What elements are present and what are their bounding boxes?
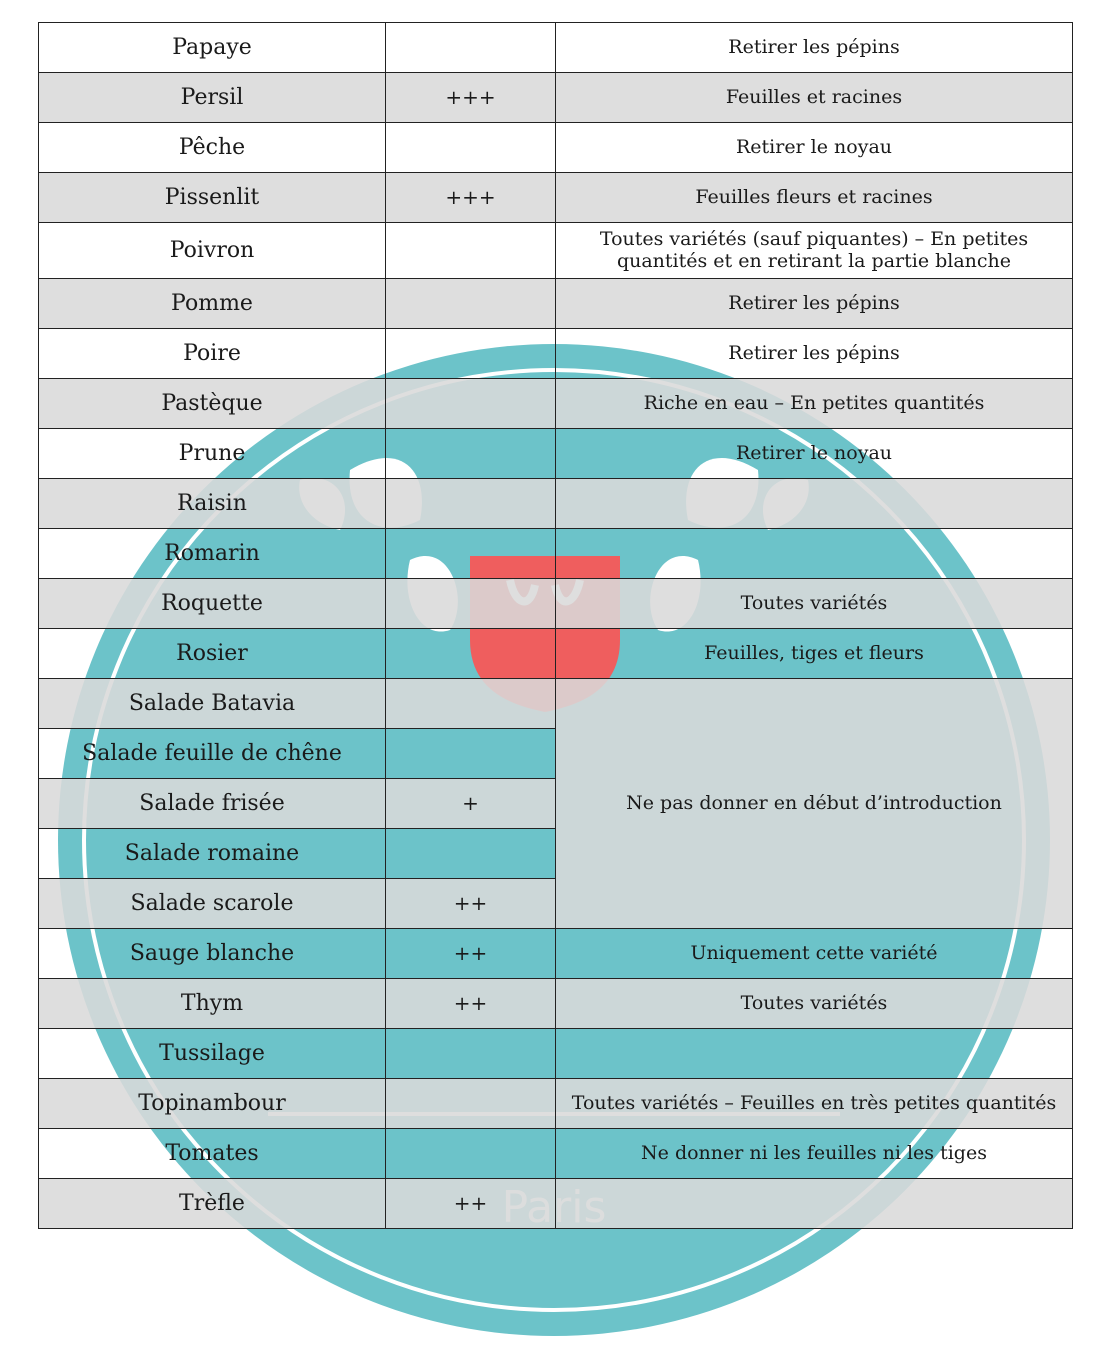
plant-name-cell: Pomme: [39, 279, 386, 329]
rating-cell: [386, 329, 556, 379]
table-row: [39, 73, 1073, 123]
rating-cell: ++: [386, 929, 556, 979]
plant-name-cell: Poire: [39, 329, 386, 379]
note-cell: Toutes variétés: [556, 579, 1073, 629]
note-cell: Retirer les pépins: [556, 23, 1073, 73]
rating-cell: ++: [386, 1179, 556, 1229]
note-cell: [556, 529, 1073, 579]
note-cell: Uniquement cette variété: [556, 929, 1073, 979]
salad-note-cell: Ne pas donner en début d’introduction: [556, 679, 1073, 929]
plant-name-cell: Pastèque: [39, 379, 386, 429]
plant-name-cell: Trèfle: [39, 1179, 386, 1229]
note-cell: Feuilles et racines: [556, 73, 1073, 123]
plant-name-cell: Roquette: [39, 579, 386, 629]
plant-name-cell: Persil: [39, 73, 386, 123]
rating-cell: [386, 629, 556, 679]
plant-name-cell: Raisin: [39, 479, 386, 529]
note-cell: Retirer le noyau: [556, 429, 1073, 479]
rating-cell: [386, 529, 556, 579]
table-row: [39, 223, 1073, 279]
plant-name-cell: Papaye: [39, 23, 386, 73]
note-cell: Retirer le noyau: [556, 123, 1073, 173]
rating-cell: [386, 379, 556, 429]
note-cell: Retirer les pépins: [556, 329, 1073, 379]
plant-name-cell: Prune: [39, 429, 386, 479]
rating-cell: [386, 279, 556, 329]
table-row: [39, 379, 1073, 429]
table-row: [39, 629, 1073, 679]
rating-cell: [386, 829, 556, 879]
note-cell: [556, 479, 1073, 529]
note-cell: Retirer les pépins: [556, 279, 1073, 329]
table-row: [39, 479, 1073, 529]
rating-cell: [386, 23, 556, 73]
rating-cell: [386, 1129, 556, 1179]
rating-cell: ++: [386, 879, 556, 929]
plant-name-cell: Salade frisée: [39, 779, 386, 829]
plant-name-cell: Pissenlit: [39, 173, 386, 223]
table-row: [39, 679, 1073, 729]
plant-name-cell: Tomates: [39, 1129, 386, 1179]
note-cell: [556, 1029, 1073, 1079]
table-row: [39, 579, 1073, 629]
table-row: [39, 173, 1073, 223]
plant-name-cell: Salade scarole: [39, 879, 386, 929]
table-row: [39, 279, 1073, 329]
note-cell: Toutes variétés – Feuilles en très petites quantités: [556, 1079, 1073, 1129]
rating-cell: [386, 679, 556, 729]
plant-name-cell: Tussilage: [39, 1029, 386, 1079]
rating-cell: [386, 579, 556, 629]
plant-name-cell: Rosier: [39, 629, 386, 679]
plant-table: [38, 22, 1073, 1229]
table-row: [39, 429, 1073, 479]
plant-name-cell: Romarin: [39, 529, 386, 579]
plant-name-cell: Pêche: [39, 123, 386, 173]
plant-name-cell: Salade romaine: [39, 829, 386, 879]
note-cell: Feuilles fleurs et racines: [556, 173, 1073, 223]
rating-cell: [386, 123, 556, 173]
table-row: [39, 329, 1073, 379]
rating-cell: +: [386, 779, 556, 829]
plant-name-cell: Salade feuille de chêne: [39, 729, 386, 779]
plant-name-cell: Sauge blanche: [39, 929, 386, 979]
note-cell: Feuilles, tiges et fleurs: [556, 629, 1073, 679]
table-row: [39, 1079, 1073, 1129]
plant-name-cell: Poivron: [39, 223, 386, 279]
rating-cell: [386, 1029, 556, 1079]
table-row: [39, 1029, 1073, 1079]
rating-cell: [386, 429, 556, 479]
plant-name-cell: Thym: [39, 979, 386, 1029]
rating-cell: [386, 223, 556, 279]
table-row: [39, 929, 1073, 979]
note-cell: Toutes variétés (sauf piquantes) – En petites quantités et en retirant la partie blanche: [556, 223, 1073, 279]
rating-cell: [386, 729, 556, 779]
rating-cell: +++: [386, 73, 556, 123]
plant-name-cell: Salade Batavia: [39, 679, 386, 729]
table-row: [39, 1179, 1073, 1229]
table-row: [39, 979, 1073, 1029]
table-row: [39, 23, 1073, 73]
note-cell: Riche en eau – En petites quantités: [556, 379, 1073, 429]
rating-cell: [386, 1079, 556, 1129]
rating-cell: +++: [386, 173, 556, 223]
note-cell: Ne donner ni les feuilles ni les tiges: [556, 1129, 1073, 1179]
table-row: [39, 123, 1073, 173]
note-cell: [556, 1179, 1073, 1229]
table-row: [39, 529, 1073, 579]
rating-cell: ++: [386, 979, 556, 1029]
table-row: [39, 1129, 1073, 1179]
plant-name-cell: Topinambour: [39, 1079, 386, 1129]
note-cell: Toutes variétés: [556, 979, 1073, 1029]
rating-cell: [386, 479, 556, 529]
